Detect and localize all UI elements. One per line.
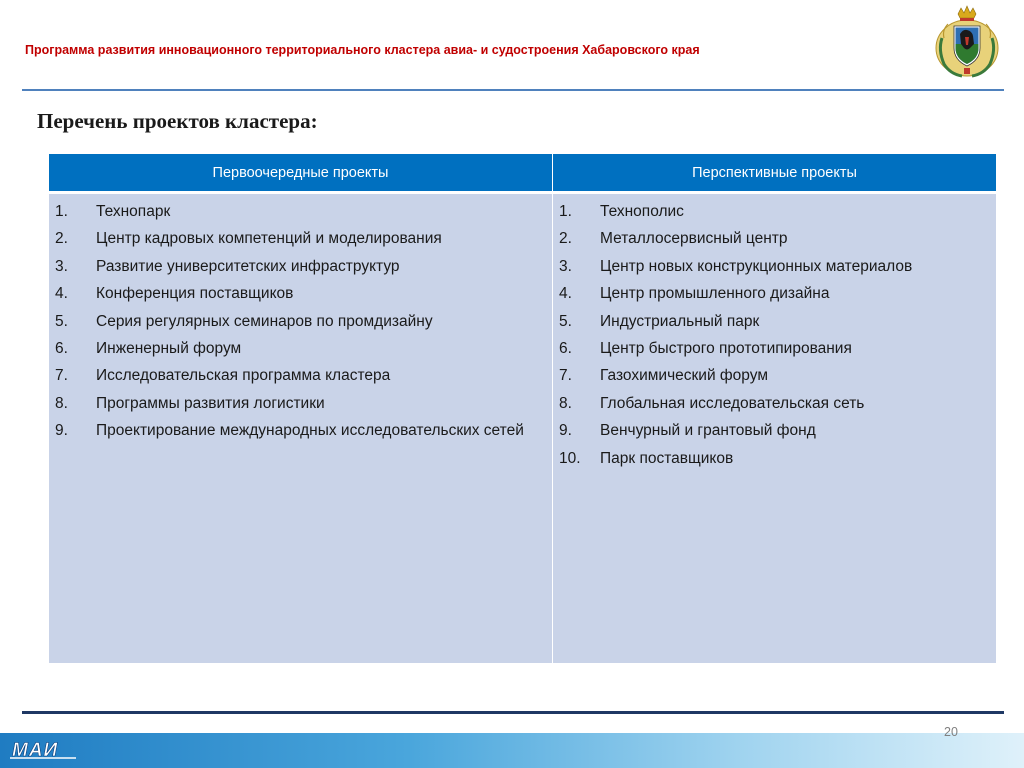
list-item-number: 3. bbox=[559, 257, 572, 275]
list-item-number: 9. bbox=[559, 422, 572, 440]
list-item bbox=[49, 225, 552, 252]
list-item-text: Индустриальный парк bbox=[600, 312, 760, 330]
prospective-projects-list bbox=[553, 198, 996, 472]
prospective-projects-header: Перспективные проекты bbox=[553, 154, 997, 193]
list-item-text: Центр промышленного дизайна bbox=[600, 285, 830, 303]
list-item-text: Центр новых конструкционных материалов bbox=[600, 257, 913, 275]
list-item-number: 10. bbox=[559, 449, 581, 467]
page-number: 20 bbox=[944, 725, 958, 739]
list-item-number: 7. bbox=[55, 367, 68, 385]
list-item-number: 5. bbox=[559, 312, 572, 330]
priority-projects-list bbox=[49, 198, 552, 445]
list-item bbox=[49, 390, 552, 417]
list-item-number: 9. bbox=[55, 422, 68, 440]
list-item-text: Технопарк bbox=[96, 203, 171, 220]
list-item bbox=[553, 335, 996, 362]
list-item-text: Программы развития логистики bbox=[96, 394, 325, 412]
list-item bbox=[49, 335, 552, 362]
list-item-number: 2. bbox=[559, 230, 572, 248]
list-item-text: Проектирование международных исследовательских сетей bbox=[96, 422, 524, 440]
list-item bbox=[553, 390, 996, 417]
list-item bbox=[553, 417, 996, 444]
list-item bbox=[553, 308, 996, 335]
list-item-text: Конференция поставщиков bbox=[96, 285, 294, 303]
list-item-number: 4. bbox=[559, 285, 572, 303]
list-item-text: Глобальная исследовательская сеть bbox=[600, 394, 865, 412]
list-item-number: 6. bbox=[559, 340, 572, 358]
footer-band bbox=[0, 733, 1024, 768]
list-item-text: Инженерный форум bbox=[96, 340, 242, 358]
list-item-number: 8. bbox=[55, 394, 68, 412]
footer-divider bbox=[22, 711, 1004, 714]
slide-heading: Перечень проектов кластера: bbox=[37, 109, 318, 133]
list-item bbox=[553, 362, 996, 389]
list-item bbox=[49, 417, 552, 444]
list-item-text: Центр кадровых компетенций и моделирования bbox=[96, 230, 442, 248]
list-item-text: Центр быстрого прототипирования bbox=[600, 340, 852, 358]
list-item-number: 4. bbox=[55, 285, 68, 303]
list-item bbox=[49, 253, 552, 280]
list-item-number: 5. bbox=[55, 312, 68, 330]
list-item bbox=[553, 445, 996, 472]
list-item bbox=[553, 198, 996, 225]
header-divider bbox=[22, 89, 1004, 91]
list-item-text: Венчурный и грантовый фонд bbox=[600, 422, 816, 440]
list-item bbox=[553, 253, 996, 280]
list-item-number: 3. bbox=[55, 257, 68, 275]
list-item bbox=[49, 280, 552, 307]
list-item-text: Развитие университетских инфраструктур bbox=[96, 257, 400, 275]
list-item-text: Газохимический форум bbox=[600, 367, 768, 385]
list-item-number: 1. bbox=[559, 203, 572, 220]
header-title: Программа развития инновационного территориального кластера авиа- и судостроения Хабаровского края bbox=[25, 43, 700, 57]
list-item-text: Серия регулярных семинаров по промдизайну bbox=[96, 312, 433, 330]
list-item-number: 1. bbox=[55, 203, 68, 220]
list-item-number: 2. bbox=[55, 230, 68, 248]
table-body-row bbox=[49, 193, 997, 664]
svg-text:МАИ: МАИ bbox=[12, 740, 59, 760]
priority-projects-header: Первоочередные проекты bbox=[49, 154, 553, 193]
khabarovsk-coat-of-arms-icon bbox=[934, 4, 1000, 78]
table-header-row bbox=[49, 154, 997, 193]
list-item-number: 7. bbox=[559, 367, 572, 385]
list-item-text: Исследовательская программа кластера bbox=[96, 367, 391, 385]
mai-logo-icon bbox=[10, 738, 80, 760]
projects-table bbox=[48, 153, 997, 664]
list-item-text: Технополис bbox=[600, 203, 684, 220]
list-item bbox=[49, 308, 552, 335]
list-item bbox=[553, 280, 996, 307]
list-item bbox=[49, 198, 552, 225]
list-item-text: Парк поставщиков bbox=[600, 449, 734, 467]
list-item bbox=[553, 225, 996, 252]
list-item-text: Металлосервисный центр bbox=[600, 230, 788, 248]
list-item-number: 8. bbox=[559, 394, 572, 412]
priority-projects-cell bbox=[49, 193, 553, 664]
list-item bbox=[49, 362, 552, 389]
list-item-number: 6. bbox=[55, 340, 68, 358]
prospective-projects-cell bbox=[553, 193, 997, 664]
